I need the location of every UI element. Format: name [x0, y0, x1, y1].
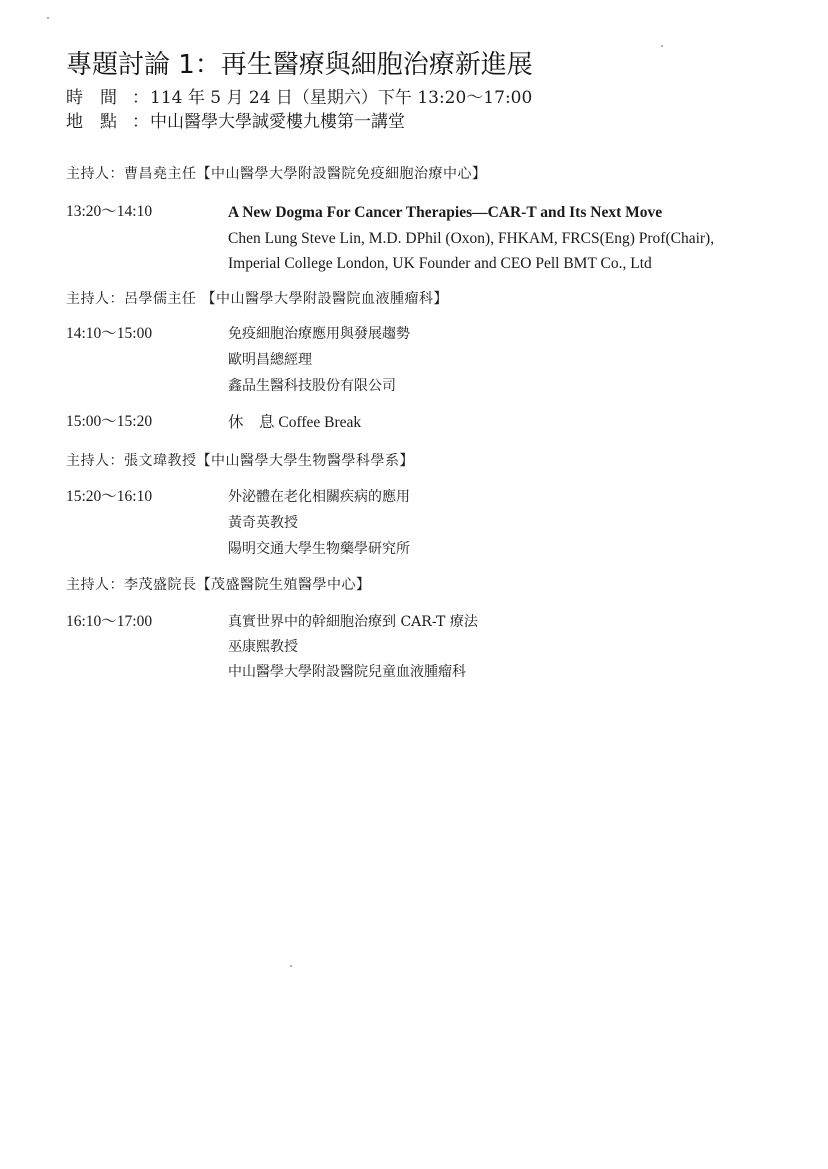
break-label: 休 息 Coffee Break: [228, 414, 362, 431]
session-1-topic: A New Dogma For Cancer Therapies—CAR-T and Its Next Move: [228, 204, 663, 221]
scan-speck: [290, 965, 292, 967]
session-3-moderator: 主持人：張文瑋教授【中山醫學大學生物醫學科學系】: [66, 453, 414, 469]
page-title: 專題討論 1：再生醫療與細胞治療新進展: [66, 50, 533, 80]
location-info-line: 地 點 ：中山醫學大學誠愛樓九樓第一講堂: [66, 112, 405, 132]
session-1-time: 13:20～14:10: [66, 203, 153, 220]
session-2-topic: 免疫細胞治療應用與發展趨勢: [228, 326, 410, 342]
time-info-label: 時 間: [66, 88, 117, 108]
session-3-speaker: 黃奇英教授: [228, 515, 298, 531]
session-1-speaker: Chen Lung Steve Lin, M.D. DPhil (Oxon), FHKAM, FRCS(Eng) Prof(Chair),: [228, 230, 715, 247]
session-4-moderator: 主持人：李茂盛院長【茂盛醫院生殖醫學中心】: [66, 577, 371, 593]
location-info-value: 中山醫學大學誠愛樓九樓第一講堂: [150, 112, 405, 132]
session-3-time: 15:20～16:10: [66, 488, 153, 505]
location-info-label: 地 點: [66, 112, 117, 132]
session-1-moderator: 主持人：曹昌堯主任【中山醫學大學附設醫院免疫細胞治療中心】: [66, 166, 487, 182]
session-3-affiliation: 陽明交通大學生物藥學研究所: [228, 541, 410, 557]
scan-speck: [661, 45, 663, 47]
scan-speck: [47, 17, 49, 19]
session-4-time: 16:10～17:00: [66, 613, 153, 630]
session-2-moderator: 主持人：呂學儒主任 【中山醫學大學附設醫院血液腫瘤科】: [66, 291, 448, 307]
session-3-topic: 外泌體在老化相關疾病的應用: [228, 489, 410, 505]
session-1-affiliation: Imperial College London, UK Founder and CEO Pell BMT Co., Ltd: [228, 255, 652, 272]
session-2-speaker: 歐明昌總經理: [228, 352, 312, 368]
session-4-affiliation: 中山醫學大學附設醫院兒童血液腫瘤科: [228, 664, 466, 680]
time-info-value: 114 年 5 月 24 日（星期六）下午 13:20～17:00: [150, 88, 533, 108]
session-4-speaker: 巫康熙教授: [228, 639, 298, 655]
session-2-affiliation: 鑫品生醫科技股份有限公司: [228, 378, 396, 394]
time-info-line: 時 間 ：114 年 5 月 24 日（星期六）下午 13:20～17:00: [66, 88, 533, 108]
break-time: 15:00～15:20: [66, 413, 153, 430]
session-4-topic: 真實世界中的幹細胞治療到 CAR-T 療法: [228, 614, 478, 630]
session-2-time: 14:10～15:00: [66, 325, 153, 342]
